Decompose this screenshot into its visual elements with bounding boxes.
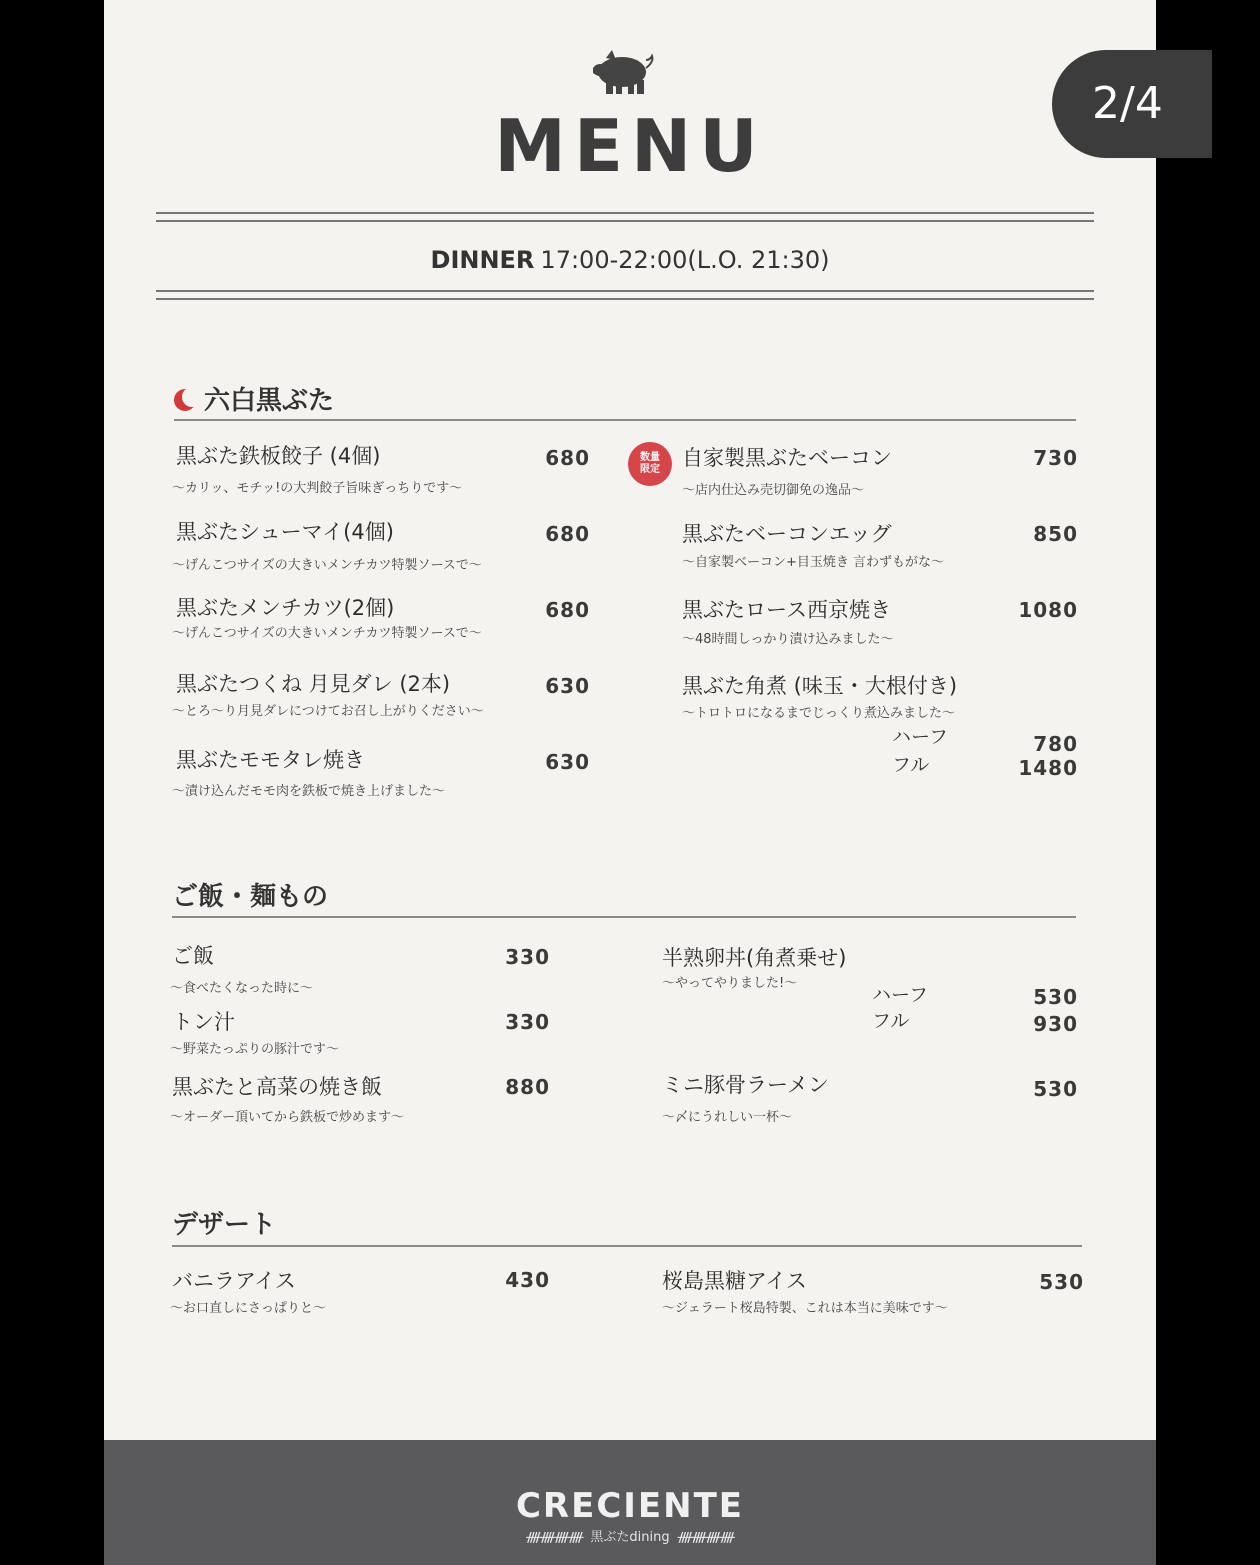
menu-item-price-full: 1480 <box>1018 756 1078 780</box>
menu-item-desc: 〜やってやりました!〜 <box>662 976 798 991</box>
menu-item-desc: 〜オーダー頂いてから鉄板で炒めます〜 <box>170 1110 405 1125</box>
menu-item-price: 880 <box>505 1075 550 1099</box>
section-title-dessert: デザート <box>172 1210 277 1240</box>
menu-item-price: 530 <box>1033 1077 1078 1101</box>
menu-item-name: ミニ豚骨ラーメン <box>662 1073 829 1097</box>
menu-item-price-half: 780 <box>1033 732 1078 756</box>
section-rule <box>174 419 1076 421</box>
divider <box>156 212 1094 222</box>
menu-item-desc: 〜トロトロになるまでじっくり煮込みました〜 <box>682 706 956 721</box>
page-title: MENU <box>494 104 766 188</box>
menu-item-desc: 〜カリッ、モチッ!の大判餃子旨味ぎっちりです〜 <box>172 481 463 496</box>
menu-item-price-half: 530 <box>1033 985 1078 1009</box>
pig-icon <box>592 46 658 98</box>
footer <box>104 1440 1156 1565</box>
menu-item-desc: 〜自家製ベーコン+目玉焼き 言わずもがな〜 <box>682 555 945 570</box>
menu-item-name: 黒ぶたメンチカツ(2個) <box>176 596 395 620</box>
menu-item-price: 630 <box>545 750 590 774</box>
menu-item-name: 半熟卵丼(角煮乗せ) <box>662 946 847 970</box>
section-title-kurobuta: 六白黒ぶた <box>174 380 334 417</box>
menu-item-price: 530 <box>1039 1270 1084 1294</box>
menu-item-price: 680 <box>545 598 590 622</box>
menu-item-name: ご飯 <box>172 944 214 968</box>
menu-item-price-full: 930 <box>1033 1012 1078 1036</box>
menu-item-name: 黒ぶた角煮 (味玉・大根付き) <box>682 674 958 698</box>
limited-quantity-badge: 数量 限定 <box>628 442 672 486</box>
size-label-half: ハーフ <box>892 726 949 748</box>
menu-item-price: 430 <box>505 1268 550 1292</box>
size-label-full: フル <box>892 754 930 776</box>
menu-item-desc: 〜〆にうれしい一杯〜 <box>662 1110 793 1125</box>
menu-item-price: 680 <box>545 522 590 546</box>
menu-item-name: 黒ぶた鉄板餃子 (4個) <box>176 444 381 468</box>
brand-logo: CRECIENTE <box>515 1486 745 1526</box>
menu-item-desc: 〜ジェラート桜島特製、これは本当に美味です〜 <box>662 1301 948 1316</box>
brand-subtitle: ᚎᚎᚎᚎ 黒ぶたdining ᚎᚎᚎᚎ <box>526 1530 734 1545</box>
menu-item-name: 桜島黒糖アイス <box>662 1269 807 1293</box>
menu-item-price: 330 <box>505 945 550 969</box>
menu-item-name: バニラアイス <box>172 1269 296 1293</box>
divider <box>156 290 1094 300</box>
menu-page <box>104 0 1156 1565</box>
size-label-full: フル <box>872 1010 910 1032</box>
menu-item-price: 330 <box>505 1010 550 1034</box>
menu-item-price: 1080 <box>1018 598 1078 622</box>
menu-item-price: 630 <box>545 674 590 698</box>
size-label-half: ハーフ <box>872 984 929 1006</box>
menu-item-price: 730 <box>1033 446 1078 470</box>
menu-item-desc: 〜店内仕込み売切御免の逸品〜 <box>682 483 865 498</box>
menu-item-name: トン汁 <box>172 1010 235 1034</box>
wheat-icon: ᚎᚎᚎᚎ <box>677 1530 734 1545</box>
menu-item-name: 黒ぶたモモタレ焼き <box>176 748 365 772</box>
menu-item-name: 黒ぶたと高菜の焼き飯 <box>172 1075 382 1099</box>
dinner-hours <box>104 246 1156 274</box>
menu-item-desc: 〜漬け込んだモモ肉を鉄板で焼き上げました〜 <box>172 784 446 799</box>
page-counter: 2/4 <box>1052 50 1212 158</box>
dinner-label: DINNER <box>430 246 535 274</box>
menu-item-desc: 〜食べたくなった時に〜 <box>170 981 314 996</box>
menu-item-desc: 〜野菜たっぷりの豚汁です〜 <box>170 1042 340 1057</box>
menu-item-name: 黒ぶたシューマイ(4個) <box>176 520 394 544</box>
menu-item-desc: 〜げんこつサイズの大きいメンチカツ特製ソースで〜 <box>172 626 482 641</box>
section-rule <box>172 1245 1082 1247</box>
menu-item-price: 680 <box>545 446 590 470</box>
menu-item-name: 黒ぶたベーコンエッグ <box>682 522 892 546</box>
menu-item-name: 自家製黒ぶたベーコン <box>682 446 892 470</box>
menu-item-desc: 〜48時間しっかり漬け込みました〜 <box>682 632 894 647</box>
menu-item-desc: 〜お口直しにさっぱりと〜 <box>170 1301 327 1316</box>
menu-item-desc: 〜げんこつサイズの大きいメンチカツ特製ソースで〜 <box>172 558 482 573</box>
section-title-rice: ご飯・麺もの <box>172 882 329 912</box>
menu-item-desc: 〜とろ〜り月見ダレにつけてお召し上がりください〜 <box>172 704 484 719</box>
crescent-moon-icon <box>174 389 196 411</box>
menu-item-price: 850 <box>1033 522 1078 546</box>
section-rule <box>172 916 1076 918</box>
menu-item-name: 黒ぶたロース西京焼き <box>682 598 891 622</box>
menu-item-name: 黒ぶたつくね 月見ダレ (2本) <box>176 672 451 696</box>
wheat-icon: ᚎᚎᚎᚎ <box>526 1530 583 1545</box>
dinner-time: 17:00-22:00(L.O. 21:30) <box>540 246 830 274</box>
